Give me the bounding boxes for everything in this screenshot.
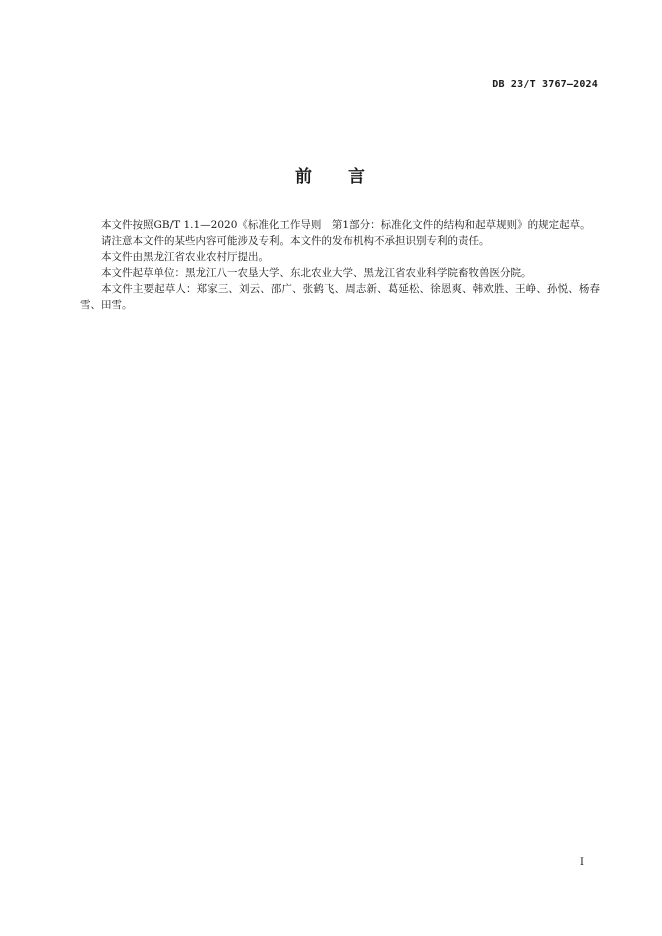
paragraph-drafters: 本文件主要起草人：郑家三、刘云、邵广、张鹤飞、周志新、葛延松、徐恩爽、韩欢胜、王峥、孙悦、杨春雪、田雪。 — [80, 283, 600, 311]
document-code: DB 23/T 3767—2024 — [492, 79, 598, 90]
page-number: I — [580, 857, 584, 868]
paragraph-drafting-units: 本文件起草单位：黑龙江八一农垦大学、东北农业大学、黑龙江省农业科学院畜牧兽医分院。 — [101, 267, 532, 279]
paragraph-drafting-rules: 本文件按照GB/T 1.1—2020《标准化工作导则 第1部分：标准化文件的结构和起草规则》的规定起草。 — [101, 219, 591, 231]
page-title — [0, 162, 662, 187]
paragraph-proposer: 本文件由黑龙江省农业农村厅提出。 — [101, 251, 269, 263]
title-char-2: 言 — [348, 167, 367, 187]
paragraph-patent-notice: 请注意本文件的某些内容可能涉及专利。本文件的发布机构不承担识别专利的责任。 — [101, 235, 490, 247]
foreword-body — [80, 217, 600, 313]
title-char-1: 前 — [295, 167, 314, 187]
